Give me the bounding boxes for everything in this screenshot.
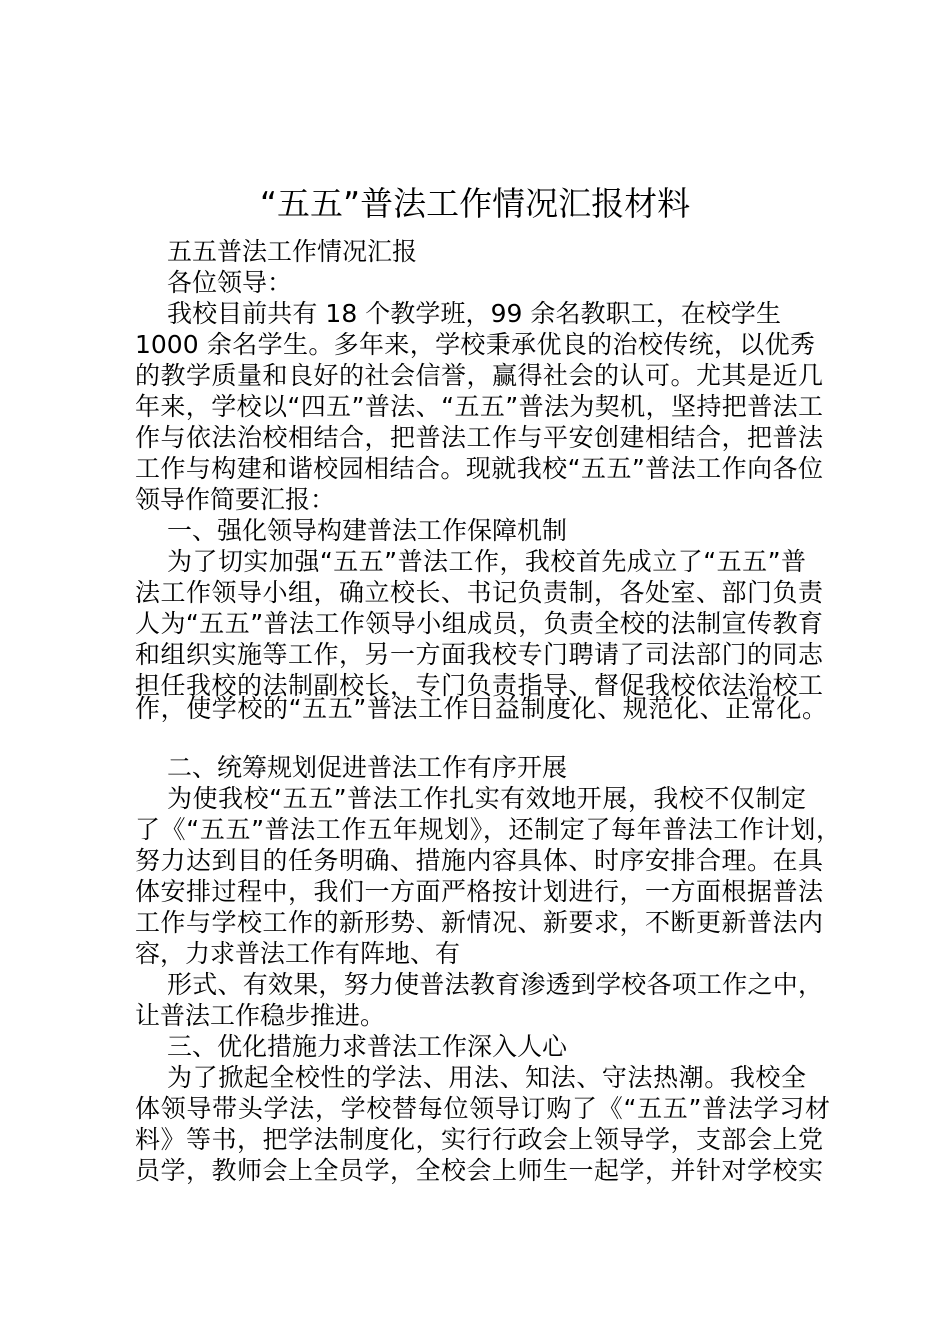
- paragraph-line: 为使我校“五五”普法工作扎实有效地开展，我校不仅制定: [167, 784, 806, 813]
- paragraph-line: 为了掀起全校性的学法、用法、知法、守法热潮。我校全: [167, 1063, 806, 1092]
- paragraph-line: 1000 余名学生。多年来，学校秉承优良的治校传统，以优秀: [135, 330, 815, 359]
- paragraph-line: 形式、有效果，努力使普法教育渗透到学校各项工作之中，: [167, 970, 823, 999]
- paragraph-line: 法工作领导小组，确立校长、书记负责制，各处室、部门负责: [135, 578, 823, 607]
- subtitle-line: 五五普法工作情况汇报: [167, 237, 418, 266]
- section-heading: 一、强化领导构建普法工作保障机制: [167, 516, 568, 545]
- paragraph-line: 人为“五五”普法工作领导小组成员，负责全校的法制宣传教育: [135, 609, 823, 638]
- paragraph-line: 员学，教师会上全员学，全校会上师生一起学，并针对学校实: [135, 1156, 823, 1185]
- paragraph-line: 和组织实施等工作，另一方面我校专门聘请了司法部门的同志: [135, 640, 823, 669]
- paragraph-line: 的教学质量和良好的社会信誉，赢得社会的认可。尤其是近几: [135, 361, 823, 390]
- paragraph-line: 作与依法治校相结合，把普法工作与平安创建相结合，把普法: [135, 423, 823, 452]
- paragraph-line: 体安排过程中，我们一方面严格按计划进行，一方面根据普法: [135, 877, 823, 906]
- paragraph-line: 领导作简要汇报：: [135, 485, 336, 514]
- paragraph-line: 年来，学校以“四五”普法、“五五”普法为契机，坚持把普法工: [135, 392, 823, 421]
- salutation-line: 各位领导：: [167, 268, 293, 297]
- paragraph-line: 工作与学校工作的新形势、新情况、新要求，不断更新普法内: [135, 908, 823, 937]
- document-title: “五五”普法工作情况汇报材料: [259, 184, 691, 223]
- paragraph-line: 为了切实加强“五五”普法工作，我校首先成立了“五五”普: [167, 547, 806, 576]
- paragraph-line: 我校目前共有 18 个教学班，99 余名教职工，在校学生: [167, 299, 781, 328]
- paragraph-line: 让普法工作稳步推进。: [135, 1001, 386, 1030]
- paragraph-line: 作，使学校的“五五”普法工作日益制度化、规范化、正常化。: [135, 694, 827, 723]
- paragraph-line: 体领导带头学法，学校替每位领导订购了《“五五”普法学习材: [135, 1094, 830, 1123]
- paragraph-line: 料》等书，把学法制度化，实行行政会上领导学，支部会上党: [135, 1125, 823, 1154]
- paragraph-line: 容，力求普法工作有阵地、有: [135, 939, 461, 968]
- paragraph-line: 担任我校的法制副校长，专门负责指导、督促我校依法治校工: [135, 671, 823, 700]
- paragraph-line: 努力达到目的任务明确、措施内容具体、时序安排合理。在具: [135, 846, 823, 875]
- paragraph-line: 工作与构建和谐校园相结合。现就我校“五五”普法工作向各位: [135, 454, 823, 483]
- section-heading: 二、统筹规划促进普法工作有序开展: [167, 753, 568, 782]
- paragraph-line: 了《“五五”普法工作五年规划》，还制定了每年普法工作计划，: [135, 815, 841, 844]
- section-heading: 三、优化措施力求普法工作深入人心: [167, 1032, 568, 1061]
